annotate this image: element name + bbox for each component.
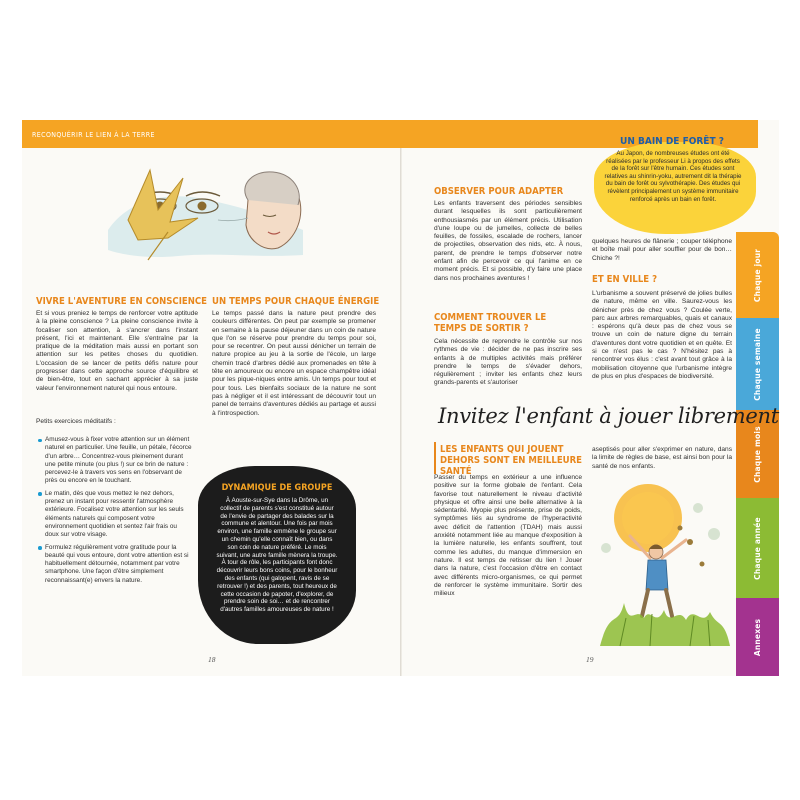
tab-chaque-jour[interactable] <box>736 232 779 318</box>
accent-bar <box>434 442 436 474</box>
box-title: UN BAIN DE FORÊT ? <box>620 136 724 147</box>
section-body: Les enfants traversent des périodes sensibles durant lesquelles ils sont particulièrement enthousiasmés par un élément précis. Utilisation d'une loupe ou de jumelles, collecte de belles feuilles, de fossiles, escalade de rochers, lancer de projectiles, observation des nids, etc. À nous, parent, de prendre le temps d'observer notre enfant afin de percevoir ce qui l'anime en ce moment précis. Et si possible, d'y faire une place dans nos prochaines aventures ! <box>434 200 582 282</box>
book-spine <box>400 120 402 676</box>
section-body: Passer du temps en extérieur a une influence positive sur la forme globale de l'enfant. Cela favorise tout naturellement le niveau d'activité physique et offre ainsi une belle alternative à la sédentarité. Myopie plus présente, prise de poids, symptômes liés au syndrome de l'hyperactivité avec déficit de l'attention (TDAH) mais aussi anxiété notamment liée au manque d'exposition à la lumière naturelle, les enfants souffrent, tout comme les adultes, du manque d'immersion en nature. Il est temps de retisser du lien ! Jouer dans la nature, c'est l'occasion d'être en contact avec différents micro-organismes, ce qui permet de renforcer le système immunitaire. Sortir des milieux <box>434 474 582 598</box>
faces-illustration <box>98 160 308 270</box>
section-title: LES ENFANTS QUI JOUENT DEHORS SONT EN MEILLEURE SANTÉ <box>440 444 583 477</box>
list-item: Formulez régulièrement votre gratitude pour la beauté qui vous entoure, dont votre attention est si habituellement détournée, notamment par votre smartphone. Une façon d'être simplement reconnaissant(e) envers la nature. <box>38 544 192 585</box>
section-title: OBSERVER POUR ADAPTER <box>434 186 564 197</box>
list-intro: Petits exercices méditatifs : <box>36 418 116 425</box>
box-body: À Aouste-sur-Sye dans la Drôme, un collectif de parents s'est constitué autour de l'envie de partager des balades sur la commune et alentour. Une fois par mois environ, une famille emmène le groupe sur un chemin qu'elle connaît bien, ou dans son coin de nature préféré. Le mois suivant, une autre famille mènera la troupe. À tour de rôle, les participants font donc découvrir leurs bons coins, pour le bonheur des enfants (qui galopent, ravis de se retrouver !) et des parents, tout heureux de cette occasion de papoter, d'explorer, de prendre soin de soi… et de rencontrer d'autres familles amoureuses de nature ! <box>216 497 338 614</box>
section-body: L'urbanisme a souvent préservé de jolies bulles de nature, même en ville. Saurez-vous les dénicher près de chez vous ? Coulée verte, parc aux arbres remarquables, quais et canaux : espérons qu'à deux pas de chez vous se trouve un coin de nature digne du terrain d'aventures dont votre quotidien et en quête. Et si ce n'est pas le cas ? N'hésitez pas à rencontrer vos élus : c'est avant tout grâce à la mobilisation citoyenne que l'urbanisme intègre de plus en plus d'espaces de biodiversité. <box>592 290 732 380</box>
header-band-title: RECONQUÉRIR LE LIEN À LA TERRE <box>32 131 155 139</box>
continuation-text: quelques heures de flânerie ; couper téléphone et boîte mail pour aller souffler pour de bon… Chiche ?! <box>592 238 732 262</box>
page-number-left: 18 <box>208 655 216 664</box>
exercise-list <box>38 436 192 585</box>
tab-chaque-annee[interactable] <box>736 498 779 598</box>
page-number-right: 19 <box>586 655 594 664</box>
script-title: Invitez l'enfant à jouer librement <box>438 404 779 428</box>
tab-label: Chaque semaine <box>753 327 763 401</box>
list-item: Amusez-vous à fixer votre attention sur un élément naturel en particulier. Une feuille, un pétale, l'écorce d'un arbre… Concentrez-vous pleinement durant une petite minute (ou plus !) sur ce brin de nature : percevez-le à travers vos sens en l'observant de près ou encore en le touchant. <box>38 436 192 486</box>
section-body: Le temps passé dans la nature peut prendre des couleurs différentes. On peut par exemple se promener en semaine à la pause déjeuner dans un coin de nature que l'on se réserve pour prendre du temps pour soi, pour se recentrer. On peut aussi dénicher un terrain de nature propice au jeu à la sortie de l'école, un large chemin tracé d'arbres dédié aux promenades en tête à tête en amoureux ou encore un espace champêtre idéal pour les pique-niques entre amis. Un temps pour tout et pour tous. Les bienfaits sociaux de la nature ne sont pas à négliger et il est intéressant de découvrir tout un panel de terrains d'aventures dédiés au partage et aussi à l'introspection. <box>212 310 377 417</box>
tab-label: Annexes <box>752 618 762 656</box>
section-body: Cela nécessite de reprendre le contrôle sur nos rythmes de vie : décider de ne pas inscrire ses enfants à de multiples activités mais préférer prendre le temps de s'évader dehors, régulièrement ; inviter les enfants chez leurs grands-parents et s'autoriser <box>434 338 582 387</box>
tab-label: Chaque jour <box>753 248 762 302</box>
box-title: DYNAMIQUE DE GROUPE <box>221 483 333 493</box>
continuation-text: aseptisés pour aller s'exprimer en nature, dans la limite de règles de base, est ainsi bon pour la santé de nos enfants. <box>592 446 732 470</box>
tab-chaque-semaine[interactable] <box>736 318 779 410</box>
tab-label: Chaque année <box>753 516 762 580</box>
tab-annexes[interactable] <box>736 598 779 676</box>
section-title: COMMENT TROUVER LE TEMPS DE SORTIR ? <box>434 312 547 334</box>
section-title: UN TEMPS POUR CHAQUE ÉNERGIE <box>212 296 380 307</box>
section-body: Et si vous preniez le temps de renforcer votre aptitude à la pleine conscience ? La pleine conscience invite à focaliser son attention, à s'ancrer dans l'instant présent, l'ici et maintenant. Elle s'entraîne par la pratique de la méditation mais aussi en portant son attention sur les petites choses du quotidien. L'occasion de se lancer de petits défis nature pour progresser dans cette approche source d'équilibre et de bien-être, tout en sachant apprécier à sa juste valeur l'environnement naturel qui nous entoure. <box>36 310 198 392</box>
tab-label: Chaque mois <box>753 425 763 483</box>
list-item: Le matin, dès que vous mettez le nez dehors, prenez un instant pour ressentir l'atmosphère extérieure. Focalisez votre attention sur les seuls éléments naturels qui composent votre environnement quotidien et sentez l'air frais ou doux sur votre visage. <box>38 490 192 540</box>
box-body: Au Japon, de nombreuses études ont été réalisées par le professeur Li à propos des effets de la forêt sur l'être humain. Ces études sont relatives au shinrin-yoku, autrement dit la thérapie du bain de forêt ou sylvothérapie. Des études qui révèlent principalement un système immunitaire renforcé après un bain en forêt. <box>604 150 742 203</box>
section-title: VIVRE L'AVENTURE EN CONSCIENCE <box>36 296 207 307</box>
child-playing-illustration <box>590 478 736 648</box>
section-title: ET EN VILLE ? <box>592 274 658 285</box>
